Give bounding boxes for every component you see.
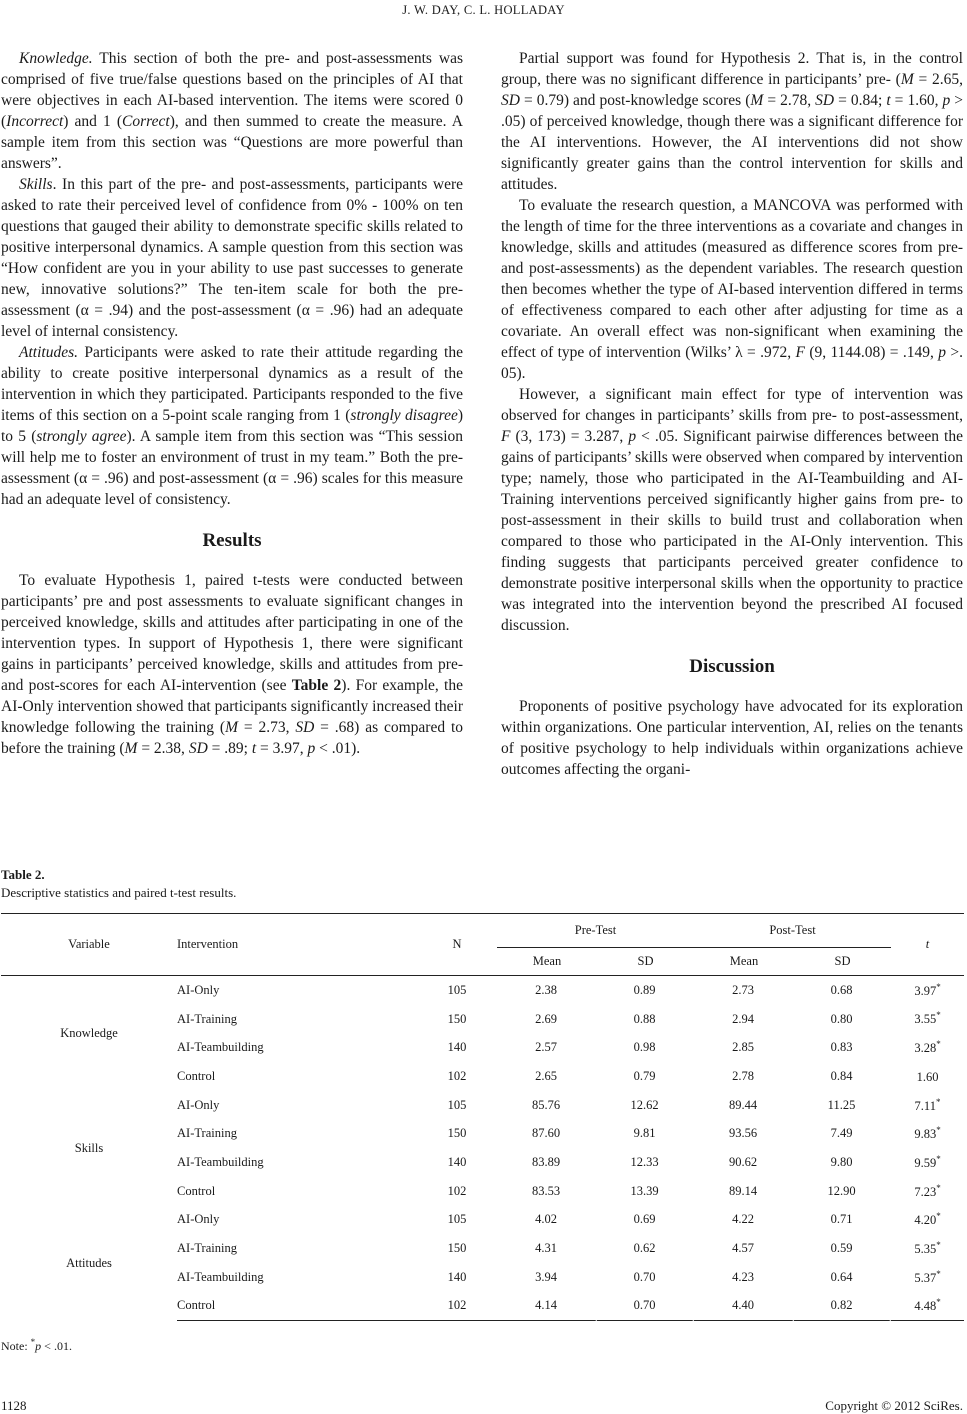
intervention-cell: AI-Only — [177, 1212, 220, 1227]
table-caption-text: Descriptive statistics and paired t-test results. — [1, 885, 237, 900]
post-mean-cell: 93.56 — [694, 1119, 794, 1148]
text-run: ) and 1 ( — [63, 113, 123, 130]
t-value: 3.55 — [914, 1012, 937, 1027]
t-value: 4.20 — [914, 1213, 937, 1228]
text-run: ). A sample item from this section was “This session will help me to foster an environment of trust in my team.” Both the pre-assessment (α = .96) and post-assessment (α = .96) scales for this measure had an adequate level of consistency. — [1, 428, 463, 508]
significance-marker: * — [936, 1239, 941, 1250]
knowledge-paragraph — [1, 48, 463, 174]
variable-cell: Knowledge — [60, 1025, 118, 1040]
variable-cell: Attitudes — [66, 1255, 112, 1270]
t-cell — [891, 1005, 964, 1034]
text-run: To evaluate Hypothesis 1, paired t-tests were conducted between participants’ pre and post assessments to evaluate significant changes in perceived knowledge, skills and attitudes after participating in one of the intervention types. In support of Hypothesis 1, there were significant gains in participants’ perceived knowledge, skills and attitudes from pre- and post-scores for each AI-intervention (see — [1, 572, 463, 694]
text-run: p — [628, 428, 637, 445]
t-value: 7.11 — [914, 1098, 936, 1113]
t-value: 5.37 — [914, 1270, 937, 1285]
n-cell: 140 — [447, 1040, 467, 1055]
post-sd-cell: 9.80 — [794, 1148, 891, 1177]
t-cell — [891, 1292, 964, 1322]
right-column — [501, 48, 963, 780]
text-run: SD — [501, 92, 520, 109]
post-mean-cell: 4.22 — [694, 1206, 794, 1235]
n-cell: 140 — [447, 1154, 467, 1169]
left-column — [1, 48, 463, 759]
research-question-paragraph — [501, 195, 963, 384]
text-run: To evaluate the research question, a MANCOVA was performed with the length of time for the three interventions as a covariate and changes in knowledge, skills and attitudes (measured as difference scores from pre- and post-assessments) as the dependent variables. The research question then becomes whether the type of AI-based intervention differed in terms of effectiveness compared to each other after adjusting for time as a covariate. An overall effect was non-significant when examining the effect of type of intervention (Wilks’ λ = .972, — [501, 197, 963, 361]
n-cell: 140 — [447, 1269, 467, 1284]
results-paragraph — [1, 570, 463, 759]
post-sd-cell: 0.82 — [794, 1292, 891, 1322]
text-run: = 2.73, — [238, 719, 296, 736]
pre-mean-cell: 83.53 — [497, 1177, 597, 1206]
header-pre-sd: SD — [597, 948, 694, 976]
text-run: F — [501, 428, 511, 445]
header-post-mean: Mean — [694, 948, 794, 976]
pre-sd-cell: 0.89 — [597, 976, 694, 1005]
n-cell: 150 — [447, 1011, 467, 1026]
note-p: p — [35, 1339, 42, 1353]
post-sd-cell: 0.84 — [794, 1062, 891, 1091]
post-sd-cell: 11.25 — [794, 1091, 891, 1120]
text-run: strongly agree — [36, 428, 127, 445]
post-sd-cell: 0.71 — [794, 1206, 891, 1235]
attitudes-term: Attitudes. — [19, 344, 78, 361]
text-run: = 3.97, — [256, 740, 308, 757]
text-run: ). For example, the AI-Only intervention showed that participants significantly increased their knowledge following the training ( — [1, 677, 463, 736]
significance-marker: * — [936, 1268, 941, 1279]
text-run: SD — [188, 740, 208, 757]
copyright: Copyright © 2012 SciRes. — [825, 1398, 963, 1413]
t-cell — [891, 1263, 964, 1292]
n-cell: 102 — [447, 1068, 467, 1083]
post-sd-cell: 0.59 — [794, 1234, 891, 1263]
pre-sd-cell: 0.62 — [597, 1234, 694, 1263]
text-run: However, a significant main effect for type of intervention was observed for changes in participants’ skills from pre- to post-assessment, — [501, 386, 963, 424]
page-number: 1128 — [1, 1398, 27, 1413]
text-run: < .05. Significant pairwise differences between the gains of participants’ skills were observed when compared by intervention type; namely, those who participated in the AI-Teambuilding and AI-Training interventions perceived significantly higher gains from pre- to post-assessment in their skills to build trust and collaboration when compared to those who participated in the AI-Only intervention. This finding suggests that participants perceived greater confidence to demonstrate positive interpersonal skills when the opportunity to practice was integrated into the intervention beyond the prescribed AI focused discussion. — [501, 428, 963, 634]
n-cell: 105 — [447, 1212, 467, 1227]
post-mean-cell: 90.62 — [694, 1148, 794, 1177]
discussion-heading: Discussion — [689, 656, 775, 677]
intervention-cell: AI-Teambuilding — [177, 1154, 264, 1169]
text-run: Incorrect — [6, 113, 64, 130]
text-run: p — [938, 344, 946, 361]
text-run: = 0.79) and post-knowledge scores ( — [519, 92, 751, 109]
post-sd-cell: 0.64 — [794, 1263, 891, 1292]
significance-marker: * — [935, 1096, 941, 1107]
table-body — [1, 976, 964, 1321]
header-variable: Variable — [1, 913, 177, 976]
significance-marker: * — [936, 1297, 941, 1308]
text-run: = 2.38, — [137, 740, 189, 757]
pre-mean-cell: 87.60 — [497, 1119, 597, 1148]
n-cell: 150 — [447, 1241, 467, 1256]
t-cell — [891, 1091, 964, 1120]
intervention-cell: AI-Teambuilding — [177, 1269, 264, 1284]
t-value: 7.23 — [914, 1184, 937, 1199]
post-mean-cell: 2.73 — [694, 976, 794, 1005]
intervention-cell: AI-Teambuilding — [177, 1040, 264, 1055]
t-cell — [891, 1234, 964, 1263]
results-heading: Results — [202, 530, 262, 551]
intervention-cell: Control — [177, 1068, 216, 1083]
text-run: p — [307, 740, 316, 757]
significance-marker: * — [936, 1211, 941, 1222]
text-run: Partial support was found for Hypothesis 2. That is, in the control group, there was no significant difference in participants’ pre- ( — [501, 50, 963, 88]
significance-marker: * — [936, 1182, 941, 1193]
table-header-row — [1, 913, 964, 948]
post-mean-cell: 89.44 — [694, 1091, 794, 1120]
t-cell — [891, 1177, 964, 1206]
post-mean-cell: 2.78 — [694, 1062, 794, 1091]
pre-sd-cell: 13.39 — [597, 1177, 694, 1206]
header-post-sd: SD — [794, 948, 891, 976]
post-sd-cell: 12.90 — [794, 1177, 891, 1206]
text-run: F — [795, 344, 805, 361]
text-run: = 2.65, — [913, 71, 963, 88]
text-run: = .89; — [207, 740, 252, 757]
post-mean-cell: 2.85 — [694, 1033, 794, 1062]
note-prefix: Note: — [1, 1339, 31, 1353]
pre-sd-cell: 0.70 — [597, 1263, 694, 1292]
intervention-cell: Control — [177, 1183, 216, 1198]
main-effect-paragraph — [501, 384, 963, 636]
post-mean-cell: 89.14 — [694, 1177, 794, 1206]
text-run: ) to 5 ( — [1, 407, 464, 445]
significance-marker: * — [936, 1153, 941, 1164]
post-sd-cell: 0.83 — [794, 1033, 891, 1062]
intervention-cell: AI-Training — [177, 1126, 237, 1141]
significance-marker: * — [936, 1039, 941, 1050]
text-run: = 1.60, — [890, 92, 943, 109]
text-run: M — [124, 740, 138, 757]
text-run: M — [225, 719, 238, 736]
pre-mean-cell: 2.38 — [497, 976, 597, 1005]
pre-sd-cell: 0.79 — [597, 1062, 694, 1091]
t-symbol: t — [925, 937, 930, 951]
significance-marker: * — [936, 981, 941, 992]
header-t — [891, 913, 964, 976]
t-value: 3.28 — [914, 1041, 937, 1056]
post-sd-cell: 0.68 — [794, 976, 891, 1005]
pre-mean-cell: 85.76 — [497, 1091, 597, 1120]
post-mean-cell: 2.94 — [694, 1005, 794, 1034]
t-value: 4.48 — [914, 1299, 937, 1314]
text-run: ), and then summed to create the measure. A sample item from this section was “Questions are more powerful than answers”. — [1, 113, 463, 172]
header-post-test: Post-Test — [694, 913, 891, 948]
pre-mean-cell: 4.02 — [497, 1206, 597, 1235]
significance-marker: * — [936, 1125, 941, 1136]
text-run: Correct — [122, 113, 170, 130]
pre-mean-cell: 4.31 — [497, 1234, 597, 1263]
t-cell — [891, 1206, 964, 1235]
pre-sd-cell: 0.98 — [597, 1033, 694, 1062]
text-run: < .01). — [315, 740, 361, 757]
t-value: 5.35 — [914, 1242, 937, 1257]
discussion-paragraph: Proponents of positive psychology have advocated for its exploration within organizations. One particular intervention, AI, relies on the tenants of positive psychology to help individuals within organizations achieve outcomes affecting the organi- — [501, 698, 963, 778]
text-run: M — [900, 71, 914, 88]
knowledge-term: Knowledge. — [19, 50, 93, 67]
text-run: strongly disagree — [350, 407, 458, 424]
text-run: (3, 173) = 3.287, — [510, 428, 629, 445]
text-run: SD — [815, 92, 835, 109]
pre-mean-cell: 2.57 — [497, 1033, 597, 1062]
n-cell: 102 — [417, 1292, 497, 1322]
text-run: . In this part of the pre- and post-assessments, participants were asked to rate their perceived level of confidence from 0% - 100% on ten questions that gauged their ability to demonstrate specific skills related to positive interpersonal dynamics. A sample question from this section was “How confident are you in your ability to use past successes to generate new, innovative solutions?” The ten-item scale for both the pre-assessment (α = .94) and the post-assessment (α = .96) had an adequate level of internal consistency. — [1, 176, 463, 340]
hypothesis2-paragraph — [501, 48, 963, 195]
text-run: Participants were asked to rate their attitude regarding the ability to create positive interpersonal dynamics as a result of the intervention in which they participated. Participants responded to the five items of this section on a 5-point scale ranging from 1 ( — [1, 344, 463, 424]
t-value: 1.60 — [916, 1069, 939, 1084]
t-value: 3.97 — [914, 983, 937, 998]
pre-mean-cell: 2.69 — [497, 1005, 597, 1034]
statistics-table — [1, 913, 964, 1321]
running-head: J. W. DAY, C. L. HOLLADAY — [402, 3, 565, 17]
table-reference: Table 2 — [291, 677, 342, 694]
t-cell — [891, 1119, 964, 1148]
t-cell — [891, 976, 964, 1005]
text-run: SD — [295, 719, 315, 736]
pre-sd-cell: 9.81 — [597, 1119, 694, 1148]
post-mean-cell: 4.57 — [694, 1234, 794, 1263]
pre-mean-cell: 4.14 — [497, 1292, 597, 1322]
text-run: M — [750, 92, 764, 109]
skills-paragraph — [1, 174, 463, 342]
pre-sd-cell: 0.69 — [597, 1206, 694, 1235]
text-run: p — [942, 92, 951, 109]
note-suffix: < .01. — [41, 1339, 72, 1353]
text-run: t — [251, 740, 257, 757]
skills-term: Skills — [19, 176, 53, 193]
text-run: = .68) as compared to before the training ( — [1, 719, 464, 757]
significance-marker: * — [936, 1010, 941, 1021]
n-cell: 105 — [447, 1097, 467, 1112]
t-cell — [891, 1033, 964, 1062]
post-sd-cell: 0.80 — [794, 1005, 891, 1034]
intervention-cell: AI-Only — [177, 982, 220, 997]
text-run: = 2.78, — [763, 92, 816, 109]
note-star: * — [30, 1337, 36, 1347]
intervention-cell: AI-Training — [177, 1241, 237, 1256]
variable-cell: Skills — [74, 1140, 104, 1155]
t-cell — [891, 1148, 964, 1177]
table-row — [1, 976, 964, 1005]
text-run: = 0.84; — [834, 92, 887, 109]
pre-sd-cell: 12.33 — [597, 1148, 694, 1177]
text-run: >. 05). — [501, 344, 963, 382]
intervention-cell: AI-Training — [177, 1011, 237, 1026]
table-label: Table 2. — [1, 867, 45, 882]
table-note — [1, 1337, 72, 1354]
intervention-cell: Control — [177, 1292, 417, 1322]
t-value: 9.83 — [914, 1127, 937, 1142]
post-mean-cell: 4.23 — [694, 1263, 794, 1292]
pre-mean-cell: 83.89 — [497, 1148, 597, 1177]
post-mean-cell: 4.40 — [694, 1292, 794, 1322]
header-intervention: Intervention — [177, 913, 417, 976]
table-caption — [1, 866, 236, 902]
t-value: 9.59 — [914, 1156, 937, 1171]
pre-mean-cell: 2.65 — [497, 1062, 597, 1091]
table-row — [1, 1206, 964, 1235]
n-cell: 150 — [447, 1126, 467, 1141]
header-n: N — [417, 913, 497, 976]
post-sd-cell: 7.49 — [794, 1119, 891, 1148]
attitudes-paragraph — [1, 342, 463, 510]
table-row — [1, 1091, 964, 1120]
header-pre-test: Pre-Test — [497, 913, 694, 948]
text-run: This section of both the pre- and post-assessments was comprised of five true/false questions based on the principles of AI that were objectives in each AI-based intervention. The items were scored 0 ( — [1, 50, 463, 130]
pre-sd-cell: 0.70 — [597, 1292, 694, 1322]
t-cell — [891, 1062, 964, 1091]
intervention-cell: AI-Only — [177, 1097, 220, 1112]
text-run: (9, 1144.08) = .149, — [804, 344, 939, 361]
header-pre-mean: Mean — [497, 948, 597, 976]
pre-sd-cell: 12.62 — [597, 1091, 694, 1120]
text-run: t — [886, 92, 891, 109]
n-cell: 105 — [447, 982, 467, 997]
text-run: > .05) of perceived knowledge, though there was a significant difference for the AI interventions. However, the AI interventions did not show significantly greater gains than the control intervention for skills and attitudes. — [501, 92, 963, 193]
pre-sd-cell: 0.88 — [597, 1005, 694, 1034]
n-cell: 102 — [447, 1183, 467, 1198]
pre-mean-cell: 3.94 — [497, 1263, 597, 1292]
